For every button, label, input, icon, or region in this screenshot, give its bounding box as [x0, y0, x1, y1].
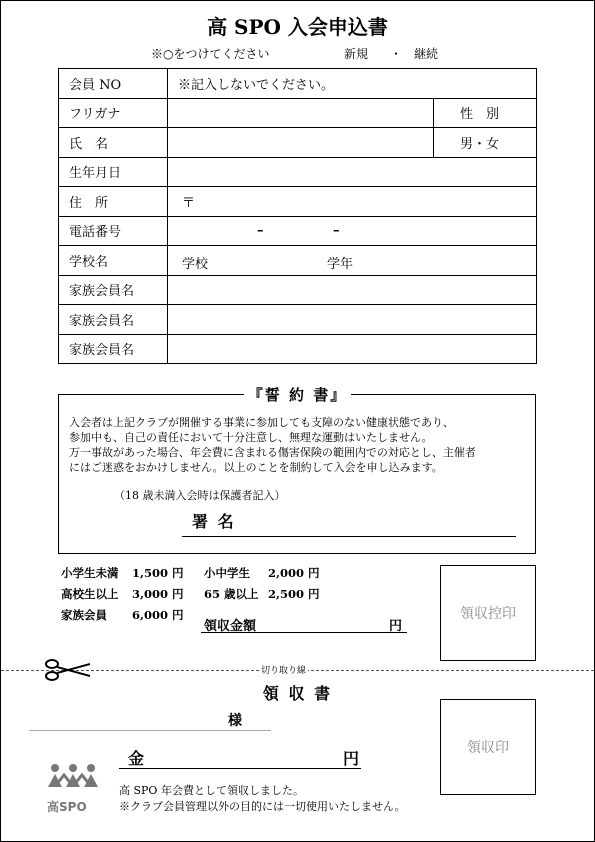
table-row — [59, 69, 537, 99]
amount-unit: 円 — [343, 749, 360, 768]
oath-line: 参加中も、自己の責任において十分注意し、無理な運動はいたしません。 — [69, 431, 433, 444]
member-info-table — [58, 68, 537, 364]
member-no-note: ※記入しないでください。 — [168, 69, 537, 99]
recipient-suffix: 様 — [228, 713, 242, 729]
receipt-title: 領 収 書 — [262, 684, 333, 703]
table-row — [59, 334, 537, 364]
signature-label: 署 名 — [192, 512, 236, 531]
stamp-box-label: 領収控印 — [460, 606, 516, 622]
family-member-field[interactable] — [168, 334, 537, 364]
member-no-label: 会員 NO — [59, 69, 168, 99]
oath-line: 万一事故があった場合、年会費に含まれる傷害保険の範囲内での対応とし、主催者 — [69, 446, 476, 459]
receipt-stub-stamp-box — [440, 565, 536, 661]
stamp-box-label: 領収印 — [467, 740, 509, 756]
oath-text — [69, 415, 529, 475]
circle-instruction: ※○をつけてください — [151, 47, 270, 61]
grade-suffix: 学年 — [327, 257, 354, 272]
fee-label: 小中学生 — [204, 566, 250, 580]
option-new[interactable]: 新規 — [344, 47, 369, 61]
cut-line-label: 切り取り線 — [259, 663, 308, 676]
family-member-label: 家族会員名 — [59, 275, 168, 305]
school-field[interactable] — [168, 246, 537, 276]
family-member-field[interactable] — [168, 305, 537, 335]
school-label: 学校名 — [59, 246, 168, 276]
receipt-statement: 高 SPO 年会費として領収しました。 — [119, 784, 304, 797]
fee-label: 高校生以上 — [61, 587, 119, 601]
guardian-note: （18 歳未満入会時は保護者記入） — [114, 489, 286, 502]
birthdate-label: 生年月日 — [59, 157, 168, 187]
table-row — [59, 246, 537, 276]
phone-label: 電話番号 — [59, 216, 168, 246]
oath-box — [58, 394, 536, 554]
table-row — [59, 128, 537, 158]
phone-field[interactable] — [168, 216, 537, 246]
oath-title: 『誓 約 書』 — [1, 384, 594, 405]
birthdate-field[interactable] — [168, 157, 537, 187]
fee-amount: 1,500 円 — [132, 566, 184, 580]
address-field[interactable] — [168, 187, 537, 217]
amount-label: 金 — [128, 749, 145, 768]
table-row — [59, 275, 537, 305]
recipient-name-line[interactable] — [29, 730, 271, 731]
fee-amount: 6,000 円 — [132, 608, 184, 622]
amount-line[interactable] — [119, 768, 361, 769]
name-label: 氏 名 — [59, 128, 168, 158]
name-field[interactable] — [168, 128, 434, 158]
family-member-label: 家族会員名 — [59, 334, 168, 364]
table-row — [59, 305, 537, 335]
table-row — [59, 157, 537, 187]
table-row — [59, 187, 537, 217]
furigana-label: フリガナ — [59, 98, 168, 128]
fee-label: 小学生未満 — [61, 566, 119, 580]
option-separator: ・ — [390, 47, 403, 61]
total-unit: 円 — [389, 619, 403, 634]
family-member-label: 家族会員名 — [59, 305, 168, 335]
club-logo — [46, 763, 100, 793]
fee-amount: 2,500 円 — [268, 587, 320, 601]
form-title: 高 SPO 入会申込書 — [207, 15, 388, 39]
fee-label: 家族会員 — [61, 608, 107, 622]
table-row — [59, 98, 537, 128]
privacy-note: ※クラブ会員管理以外の目的には一切使用いたしません。 — [119, 800, 406, 813]
fee-amount: 3,000 円 — [132, 587, 184, 601]
gender-label: 性 別 — [434, 98, 537, 128]
phone-separator: – — [257, 222, 264, 238]
total-label: 領収金額 — [204, 619, 257, 634]
table-row — [59, 216, 537, 246]
oath-line: にはご迷惑をおかけしません。以上のことを制約して入会を申し込みます。 — [69, 461, 443, 474]
postal-mark: 〒 — [182, 195, 196, 211]
fee-label: 65 歳以上 — [204, 587, 259, 601]
furigana-field[interactable] — [168, 98, 434, 128]
phone-separator: – — [333, 222, 340, 238]
club-logo-text: 高SPO — [47, 800, 87, 814]
receipt-stamp-box — [440, 699, 536, 795]
total-amount-line[interactable] — [201, 632, 407, 633]
signature-line[interactable] — [182, 536, 516, 537]
family-member-field[interactable] — [168, 275, 537, 305]
fee-amount: 2,000 円 — [268, 566, 320, 580]
address-label: 住 所 — [59, 187, 168, 217]
gender-options[interactable]: 男・女 — [434, 128, 537, 158]
option-renew[interactable]: 継続 — [414, 47, 439, 61]
oath-line: 入会者は上記クラブが開催する事業に参加しても支障のない健康状態であり、 — [69, 416, 454, 429]
school-suffix: 学校 — [182, 257, 209, 272]
